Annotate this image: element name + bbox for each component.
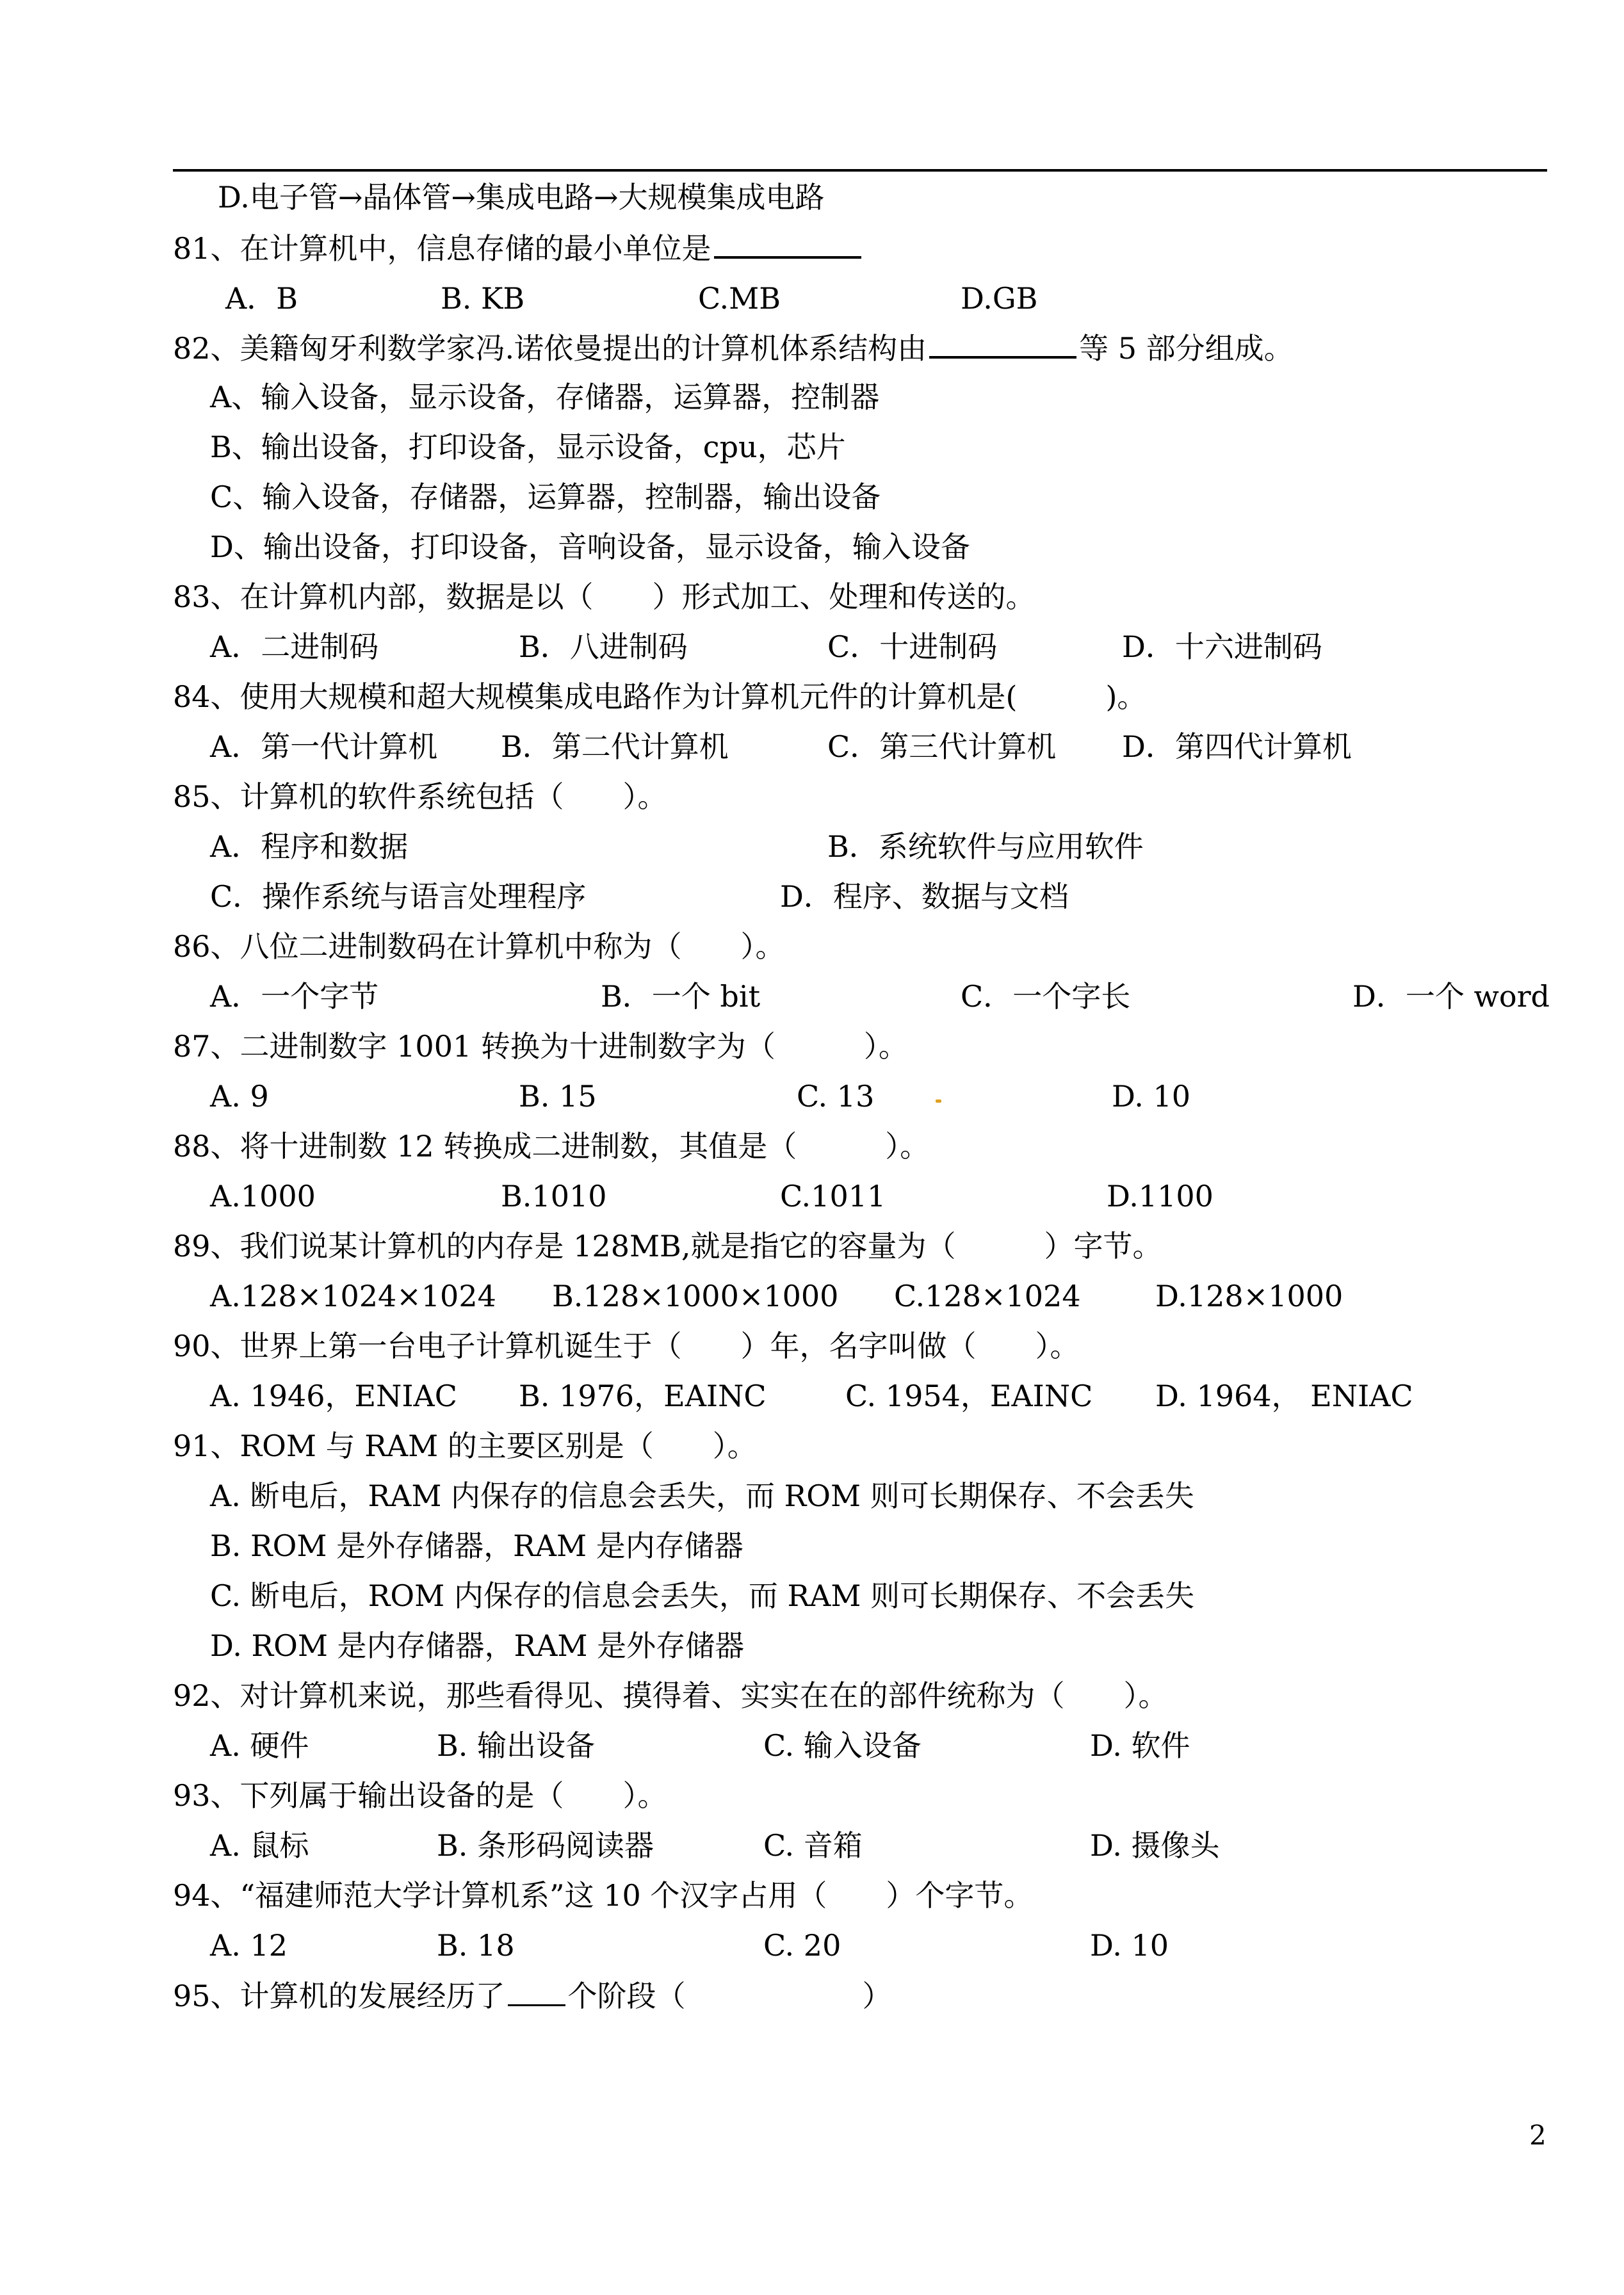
q87-stem: 87、二进制数字 1001 转换为十进制数字为（ ）。 — [173, 1029, 908, 1064]
q88-option-c: C.1011 — [780, 1179, 886, 1213]
q81-option-a: A．B — [225, 281, 298, 316]
q82-stem-before: 82、美籍匈牙利数学家冯.诺依曼提出的计算机体系结构由 — [173, 331, 927, 366]
q81-option-b: B. KB — [441, 281, 525, 316]
stray-mark — [936, 1099, 941, 1103]
q93-option-b: B. 条形码阅读器 — [437, 1828, 654, 1863]
page-number: 2 — [1529, 2120, 1547, 2151]
q86-option-b: B．一个 bit — [601, 979, 761, 1014]
q88-option-b: B.1010 — [501, 1179, 607, 1213]
q86-option-c: C．一个字长 — [961, 979, 1131, 1014]
q92-option-a: A. 硬件 — [210, 1728, 309, 1763]
q85-option-b: B．系统软件与应用软件 — [827, 829, 1144, 864]
q87-option-a: A. 9 — [210, 1079, 269, 1114]
q84-option-b: B．第二代计算机 — [501, 729, 729, 764]
q91-option-a: A. 断电后，RAM 内保存的信息会丢失，而 ROM 则可长期保存、不会丢失 — [210, 1479, 1194, 1513]
q92-option-d: D. 软件 — [1090, 1728, 1190, 1763]
q83-option-c: C．十进制码 — [827, 629, 998, 664]
q82-option-a: A、输入设备，显示设备，存储器，运算器，控制器 — [210, 380, 880, 414]
q95-answer-blank[interactable] — [508, 1976, 565, 2006]
q88-stem: 88、将十进制数 12 转换成二进制数，其值是（ ）。 — [173, 1129, 930, 1164]
q86-option-d: D．一个 word — [1352, 979, 1550, 1014]
q82-option-d: D、输出设备，打印设备，音响设备，显示设备，输入设备 — [210, 530, 970, 564]
q85-option-c: C．操作系统与语言处理程序 — [210, 879, 587, 914]
q87-option-b: B. 15 — [519, 1079, 597, 1114]
q87-option-c: C. 13 — [797, 1079, 875, 1114]
q84-option-a: A．第一代计算机 — [210, 729, 438, 764]
q95-stem — [173, 1976, 892, 2015]
q85-option-d: D．程序、数据与文档 — [780, 879, 1069, 914]
q88-option-a: A.1000 — [210, 1179, 316, 1213]
q90-option-b: B. 1976，EAINC — [519, 1379, 767, 1413]
q85-option-a: A．程序和数据 — [210, 829, 409, 864]
q83-option-d: D．十六进制码 — [1122, 629, 1322, 664]
q82-stem — [173, 328, 1294, 366]
q81-option-d: D.GB — [961, 281, 1038, 316]
q93-option-c: C. 音箱 — [763, 1828, 863, 1863]
q91-option-d: D. ROM 是内存储器，RAM 是外存储器 — [210, 1628, 745, 1663]
q94-option-c: C. 20 — [763, 1928, 841, 1963]
q94-stem: 94、“福建师范大学计算机系”这 10 个汉字占用（ ）个字节。 — [173, 1878, 1034, 1913]
q93-stem: 93、下列属于输出设备的是（ ）。 — [173, 1778, 667, 1813]
q92-stem: 92、对计算机来说，那些看得见、摸得着、实实在在的部件统称为（ ）。 — [173, 1678, 1168, 1713]
q89-option-c: C.128×1024 — [894, 1279, 1081, 1313]
q80-option-d: D.电子管→晶体管→集成电路→大规模集成电路 — [218, 180, 825, 215]
q83-option-b: B．八进制码 — [519, 629, 688, 664]
q90-option-d: D. 1964， ENIAC — [1155, 1379, 1413, 1413]
q90-stem: 90、世界上第一台电子计算机诞生于（ ）年，名字叫做（ ）。 — [173, 1329, 1080, 1363]
q90-option-c: C. 1954，EAINC — [845, 1379, 1093, 1413]
q93-option-d: D. 摄像头 — [1090, 1828, 1220, 1863]
q92-option-c: C. 输入设备 — [763, 1728, 922, 1763]
q81-stem — [173, 228, 864, 266]
q93-option-a: A. 鼠标 — [210, 1828, 309, 1863]
q94-option-a: A. 12 — [210, 1928, 288, 1963]
q95-stem-after: 个阶段（ ） — [567, 1979, 892, 2013]
q89-option-a: A.128×1024×1024 — [210, 1279, 496, 1313]
q82-option-c: C、输入设备，存储器，运算器，控制器，输出设备 — [210, 480, 881, 514]
q81-option-c: C.MB — [698, 281, 781, 316]
q84-option-c: C．第三代计算机 — [827, 729, 1057, 764]
q88-option-d: D.1100 — [1107, 1179, 1214, 1213]
q86-option-a: A．一个字节 — [210, 979, 379, 1014]
header-rule — [173, 169, 1547, 172]
q82-answer-blank[interactable] — [929, 328, 1076, 359]
q82-stem-after: 等 5 部分组成。 — [1079, 331, 1294, 366]
q91-option-b: B. ROM 是外存储器，RAM 是内存储器 — [210, 1529, 743, 1563]
q89-stem: 89、我们说某计算机的内存是 128MB,就是指它的容量为（ ）字节。 — [173, 1229, 1162, 1263]
q87-option-d: D. 10 — [1112, 1079, 1191, 1114]
q94-option-b: B. 18 — [437, 1928, 515, 1963]
q89-option-b: B.128×1000×1000 — [552, 1279, 839, 1313]
q89-option-d: D.128×1000 — [1155, 1279, 1344, 1313]
q92-option-b: B. 输出设备 — [437, 1728, 596, 1763]
q84-option-d: D．第四代计算机 — [1122, 729, 1352, 764]
q81-stem-text: 81、在计算机中，信息存储的最小单位是 — [173, 231, 711, 266]
q82-option-b: B、输出设备，打印设备，显示设备，cpu，芯片 — [210, 430, 846, 464]
q84-stem: 84、使用大规模和超大规模集成电路作为计算机元件的计算机是( )。 — [173, 679, 1147, 714]
q91-option-c: C. 断电后，ROM 内保存的信息会丢失，而 RAM 则可长期保存、不会丢失 — [210, 1578, 1195, 1613]
q86-stem: 86、八位二进制数码在计算机中称为（ ）。 — [173, 929, 785, 964]
q95-stem-before: 95、计算机的发展经历了 — [173, 1979, 505, 2013]
q94-option-d: D. 10 — [1090, 1928, 1169, 1963]
q83-option-a: A．二进制码 — [210, 629, 379, 664]
q90-option-a: A. 1946，ENIAC — [210, 1379, 457, 1413]
q91-stem: 91、ROM 与 RAM 的主要区别是（ ）。 — [173, 1429, 757, 1463]
q83-stem: 83、在计算机内部，数据是以（ ）形式加工、处理和传送的。 — [173, 580, 1035, 614]
q85-stem: 85、计算机的软件系统包括（ ）。 — [173, 779, 667, 814]
q81-answer-blank[interactable] — [714, 228, 861, 259]
